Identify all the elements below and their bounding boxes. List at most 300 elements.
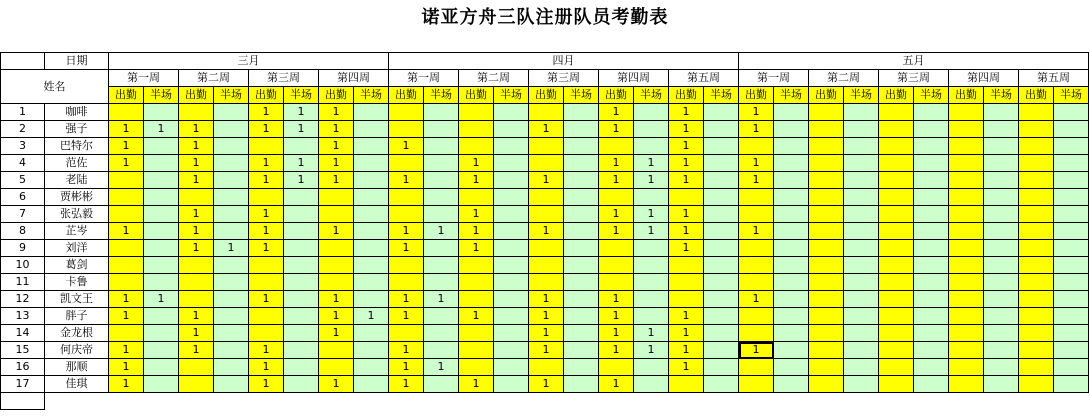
half-cell[interactable] — [1054, 308, 1089, 325]
attend-cell[interactable]: 1 — [249, 240, 284, 257]
attend-cell[interactable]: 1 — [109, 155, 144, 172]
attend-cell[interactable] — [809, 155, 844, 172]
half-cell[interactable] — [144, 104, 179, 121]
attend-cell[interactable] — [879, 223, 914, 240]
attend-cell[interactable]: 1 — [319, 325, 354, 342]
week-header[interactable]: 第一周 — [389, 70, 459, 87]
attend-cell[interactable] — [879, 257, 914, 274]
attend-cell[interactable]: 1 — [599, 223, 634, 240]
half-cell[interactable] — [494, 206, 529, 223]
attend-cell[interactable] — [1019, 359, 1054, 376]
half-cell[interactable] — [774, 155, 809, 172]
half-cell[interactable] — [844, 257, 879, 274]
attend-subheader[interactable]: 出勤 — [949, 87, 984, 104]
attend-cell[interactable]: 1 — [669, 308, 704, 325]
half-cell[interactable] — [774, 172, 809, 189]
attend-cell[interactable] — [669, 291, 704, 308]
attend-cell[interactable] — [1019, 155, 1054, 172]
attend-cell[interactable]: 1 — [739, 223, 774, 240]
half-cell[interactable]: 1 — [144, 121, 179, 138]
attend-cell[interactable] — [319, 359, 354, 376]
attend-cell[interactable] — [389, 121, 424, 138]
half-cell[interactable] — [914, 291, 949, 308]
week-header[interactable]: 第一周 — [739, 70, 809, 87]
attend-cell[interactable] — [179, 291, 214, 308]
half-cell[interactable]: 1 — [424, 359, 459, 376]
half-cell[interactable]: 1 — [634, 155, 669, 172]
attend-cell[interactable]: 1 — [109, 376, 144, 393]
half-cell[interactable] — [494, 189, 529, 206]
half-cell[interactable] — [984, 138, 1019, 155]
attend-cell[interactable] — [459, 342, 494, 359]
attend-cell[interactable] — [879, 138, 914, 155]
attend-cell[interactable] — [739, 206, 774, 223]
attend-cell[interactable] — [529, 155, 564, 172]
player-name[interactable]: 老陆 — [45, 172, 109, 189]
attend-cell[interactable]: 1 — [179, 240, 214, 257]
half-cell[interactable] — [914, 172, 949, 189]
row-number[interactable]: 14 — [1, 325, 45, 342]
half-cell[interactable] — [214, 291, 249, 308]
half-cell[interactable] — [704, 206, 739, 223]
attend-cell[interactable] — [599, 274, 634, 291]
attend-cell[interactable] — [879, 155, 914, 172]
row-number[interactable]: 9 — [1, 240, 45, 257]
player-name[interactable]: 葛剑 — [45, 257, 109, 274]
player-name[interactable]: 张弘毅 — [45, 206, 109, 223]
half-cell[interactable] — [844, 308, 879, 325]
attend-cell[interactable] — [879, 104, 914, 121]
attend-cell[interactable]: 1 — [109, 342, 144, 359]
attend-cell[interactable] — [109, 189, 144, 206]
player-name[interactable]: 那顺 — [45, 359, 109, 376]
attend-cell[interactable] — [459, 359, 494, 376]
attend-cell[interactable] — [809, 240, 844, 257]
half-cell[interactable] — [214, 223, 249, 240]
half-subheader[interactable]: 半场 — [984, 87, 1019, 104]
half-cell[interactable] — [424, 121, 459, 138]
attend-cell[interactable] — [459, 121, 494, 138]
half-cell[interactable] — [914, 376, 949, 393]
attend-cell[interactable] — [809, 325, 844, 342]
attend-cell[interactable]: 1 — [669, 121, 704, 138]
attend-cell[interactable]: 1 — [669, 240, 704, 257]
half-cell[interactable] — [984, 359, 1019, 376]
row-number[interactable]: 5 — [1, 172, 45, 189]
half-cell[interactable] — [214, 206, 249, 223]
attend-cell[interactable] — [459, 189, 494, 206]
half-cell[interactable] — [914, 206, 949, 223]
attend-cell[interactable]: 1 — [599, 291, 634, 308]
half-cell[interactable] — [984, 325, 1019, 342]
half-cell[interactable] — [354, 121, 389, 138]
attend-cell[interactable] — [389, 189, 424, 206]
half-subheader[interactable]: 半场 — [704, 87, 739, 104]
attend-cell[interactable] — [879, 376, 914, 393]
attend-cell[interactable]: 1 — [529, 291, 564, 308]
attend-cell[interactable] — [599, 189, 634, 206]
attend-cell[interactable] — [1019, 189, 1054, 206]
corner-cell[interactable] — [1, 53, 45, 70]
half-cell[interactable] — [704, 104, 739, 121]
player-name[interactable]: 卡鲁 — [45, 274, 109, 291]
attend-cell[interactable]: 1 — [669, 325, 704, 342]
half-cell[interactable] — [1054, 206, 1089, 223]
half-cell[interactable] — [354, 240, 389, 257]
half-cell[interactable] — [774, 240, 809, 257]
attend-cell[interactable] — [389, 206, 424, 223]
half-cell[interactable] — [1054, 342, 1089, 359]
attend-cell[interactable] — [809, 308, 844, 325]
half-cell[interactable] — [424, 376, 459, 393]
half-cell[interactable] — [284, 206, 319, 223]
attend-cell[interactable] — [739, 240, 774, 257]
attend-cell[interactable] — [739, 325, 774, 342]
player-name[interactable]: 何庆帝 — [45, 342, 109, 359]
attend-cell[interactable] — [809, 342, 844, 359]
half-cell[interactable] — [214, 325, 249, 342]
attend-cell[interactable]: 1 — [249, 223, 284, 240]
half-cell[interactable] — [1054, 155, 1089, 172]
half-cell[interactable] — [634, 257, 669, 274]
attend-cell[interactable]: 1 — [249, 206, 284, 223]
attend-cell[interactable] — [809, 104, 844, 121]
half-cell[interactable] — [1054, 104, 1089, 121]
half-cell[interactable] — [354, 325, 389, 342]
half-cell[interactable] — [704, 240, 739, 257]
half-cell[interactable] — [354, 223, 389, 240]
attend-cell[interactable]: 1 — [459, 206, 494, 223]
attend-cell[interactable] — [1019, 376, 1054, 393]
attend-cell[interactable] — [249, 325, 284, 342]
half-cell[interactable] — [494, 291, 529, 308]
half-cell[interactable] — [774, 325, 809, 342]
half-cell[interactable]: 1 — [634, 172, 669, 189]
attend-cell[interactable] — [1019, 325, 1054, 342]
attend-cell[interactable]: 1 — [599, 172, 634, 189]
attend-cell[interactable]: 1 — [389, 359, 424, 376]
attend-cell[interactable]: 1 — [669, 138, 704, 155]
half-cell[interactable] — [774, 257, 809, 274]
half-cell[interactable] — [564, 342, 599, 359]
half-cell[interactable] — [214, 274, 249, 291]
half-cell[interactable] — [144, 172, 179, 189]
half-cell[interactable] — [984, 291, 1019, 308]
half-cell[interactable] — [844, 359, 879, 376]
half-cell[interactable] — [844, 104, 879, 121]
attend-cell[interactable]: 1 — [389, 172, 424, 189]
attend-subheader[interactable]: 出勤 — [459, 87, 494, 104]
week-header[interactable]: 第二周 — [809, 70, 879, 87]
half-cell[interactable] — [844, 342, 879, 359]
attend-cell[interactable]: 1 — [739, 291, 774, 308]
half-cell[interactable] — [704, 274, 739, 291]
attend-cell[interactable] — [249, 257, 284, 274]
half-cell[interactable] — [424, 172, 459, 189]
half-cell[interactable] — [914, 342, 949, 359]
attend-subheader[interactable]: 出勤 — [739, 87, 774, 104]
attend-cell[interactable]: 1 — [599, 376, 634, 393]
half-cell[interactable] — [144, 376, 179, 393]
attend-cell[interactable]: 1 — [739, 104, 774, 121]
attend-cell[interactable] — [949, 104, 984, 121]
half-cell[interactable] — [984, 172, 1019, 189]
half-cell[interactable] — [494, 104, 529, 121]
attend-cell[interactable]: 1 — [319, 155, 354, 172]
attend-cell[interactable] — [179, 359, 214, 376]
half-cell[interactable] — [214, 155, 249, 172]
attend-cell[interactable]: 1 — [319, 291, 354, 308]
attend-cell[interactable] — [1019, 342, 1054, 359]
attend-cell[interactable] — [739, 189, 774, 206]
attend-cell[interactable] — [879, 206, 914, 223]
half-cell[interactable] — [424, 206, 459, 223]
half-cell[interactable] — [774, 206, 809, 223]
half-cell[interactable]: 1 — [284, 121, 319, 138]
half-subheader[interactable]: 半场 — [424, 87, 459, 104]
attend-cell[interactable]: 1 — [109, 138, 144, 155]
half-cell[interactable] — [494, 155, 529, 172]
half-cell[interactable] — [564, 223, 599, 240]
attend-cell[interactable] — [949, 325, 984, 342]
half-cell[interactable] — [984, 308, 1019, 325]
attend-cell[interactable]: 1 — [459, 376, 494, 393]
half-cell[interactable] — [494, 172, 529, 189]
attend-cell[interactable]: 1 — [319, 172, 354, 189]
half-cell[interactable] — [704, 376, 739, 393]
row-number[interactable]: 3 — [1, 138, 45, 155]
half-cell[interactable] — [774, 138, 809, 155]
attend-cell[interactable] — [529, 189, 564, 206]
player-name[interactable]: 咖啡 — [45, 104, 109, 121]
half-cell[interactable] — [984, 121, 1019, 138]
half-cell[interactable] — [354, 257, 389, 274]
half-cell[interactable] — [844, 240, 879, 257]
attend-subheader[interactable]: 出勤 — [879, 87, 914, 104]
attend-cell[interactable] — [879, 325, 914, 342]
half-cell[interactable] — [284, 138, 319, 155]
attend-cell[interactable]: 1 — [599, 104, 634, 121]
row-number[interactable]: 12 — [1, 291, 45, 308]
half-cell[interactable] — [704, 291, 739, 308]
half-cell[interactable] — [704, 121, 739, 138]
half-cell[interactable] — [354, 189, 389, 206]
attend-cell[interactable] — [669, 376, 704, 393]
half-cell[interactable] — [634, 189, 669, 206]
attend-cell[interactable] — [1019, 121, 1054, 138]
half-cell[interactable] — [564, 172, 599, 189]
half-cell[interactable] — [144, 189, 179, 206]
attend-cell[interactable] — [389, 274, 424, 291]
half-cell[interactable] — [284, 376, 319, 393]
attend-cell[interactable] — [809, 359, 844, 376]
attend-cell[interactable] — [739, 376, 774, 393]
attend-cell[interactable] — [249, 138, 284, 155]
half-cell[interactable] — [494, 376, 529, 393]
half-cell[interactable] — [914, 189, 949, 206]
half-cell[interactable] — [844, 223, 879, 240]
attend-subheader[interactable]: 出勤 — [599, 87, 634, 104]
half-cell[interactable] — [354, 274, 389, 291]
attend-cell[interactable]: 1 — [529, 172, 564, 189]
attend-cell[interactable]: 1 — [669, 223, 704, 240]
attend-cell[interactable] — [529, 206, 564, 223]
attend-cell[interactable] — [179, 376, 214, 393]
attend-cell[interactable]: 1 — [599, 206, 634, 223]
attend-cell[interactable] — [879, 189, 914, 206]
half-cell[interactable] — [144, 138, 179, 155]
week-header[interactable]: 第一周 — [109, 70, 179, 87]
half-cell[interactable]: 1 — [634, 223, 669, 240]
attend-cell[interactable]: 1 — [319, 308, 354, 325]
attend-cell[interactable] — [529, 257, 564, 274]
half-cell[interactable] — [494, 325, 529, 342]
half-cell[interactable] — [774, 274, 809, 291]
player-name[interactable]: 胖子 — [45, 308, 109, 325]
half-cell[interactable] — [354, 138, 389, 155]
week-header[interactable]: 第四周 — [949, 70, 1019, 87]
half-cell[interactable] — [1054, 325, 1089, 342]
attend-cell[interactable] — [599, 138, 634, 155]
attend-cell[interactable] — [179, 104, 214, 121]
attend-cell[interactable] — [949, 257, 984, 274]
half-cell[interactable] — [1054, 257, 1089, 274]
half-cell[interactable] — [214, 376, 249, 393]
attend-cell[interactable] — [879, 291, 914, 308]
half-subheader[interactable]: 半场 — [354, 87, 389, 104]
half-cell[interactable] — [564, 257, 599, 274]
half-cell[interactable] — [774, 121, 809, 138]
attend-cell[interactable] — [179, 274, 214, 291]
attend-cell[interactable] — [529, 138, 564, 155]
attend-cell[interactable] — [809, 189, 844, 206]
half-cell[interactable] — [844, 155, 879, 172]
attend-cell[interactable] — [809, 376, 844, 393]
half-cell[interactable] — [424, 257, 459, 274]
attend-cell[interactable] — [669, 257, 704, 274]
half-cell[interactable] — [634, 138, 669, 155]
half-cell[interactable] — [634, 121, 669, 138]
half-cell[interactable] — [1054, 376, 1089, 393]
half-subheader[interactable]: 半场 — [1054, 87, 1089, 104]
half-cell[interactable] — [354, 172, 389, 189]
attend-cell[interactable]: 1 — [599, 121, 634, 138]
half-cell[interactable] — [564, 189, 599, 206]
attend-cell[interactable]: 1 — [179, 155, 214, 172]
attend-cell[interactable] — [319, 342, 354, 359]
attend-cell[interactable]: 1 — [599, 325, 634, 342]
attend-cell[interactable]: 1 — [319, 121, 354, 138]
attend-cell[interactable] — [599, 359, 634, 376]
half-cell[interactable] — [914, 138, 949, 155]
attend-cell[interactable] — [1019, 274, 1054, 291]
half-cell[interactable] — [844, 376, 879, 393]
blank-cell[interactable] — [45, 393, 1089, 410]
half-cell[interactable] — [424, 308, 459, 325]
half-cell[interactable] — [284, 223, 319, 240]
half-cell[interactable] — [494, 359, 529, 376]
attend-subheader[interactable]: 出勤 — [529, 87, 564, 104]
attend-cell[interactable] — [1019, 291, 1054, 308]
attend-cell[interactable]: 1 — [249, 172, 284, 189]
attend-cell[interactable]: 1 — [319, 223, 354, 240]
half-cell[interactable] — [354, 206, 389, 223]
half-cell[interactable] — [424, 325, 459, 342]
half-cell[interactable] — [1054, 223, 1089, 240]
half-cell[interactable] — [284, 325, 319, 342]
half-cell[interactable] — [774, 376, 809, 393]
half-cell[interactable] — [914, 359, 949, 376]
half-cell[interactable] — [284, 359, 319, 376]
attend-cell[interactable]: 1 — [459, 223, 494, 240]
half-cell[interactable]: 1 — [284, 172, 319, 189]
attend-cell[interactable] — [1019, 104, 1054, 121]
half-cell[interactable] — [984, 206, 1019, 223]
attend-cell[interactable] — [179, 257, 214, 274]
half-cell[interactable] — [284, 342, 319, 359]
row-number[interactable]: 10 — [1, 257, 45, 274]
attend-cell[interactable] — [1019, 257, 1054, 274]
attend-cell[interactable] — [319, 257, 354, 274]
half-cell[interactable] — [564, 274, 599, 291]
attend-cell[interactable]: 1 — [179, 138, 214, 155]
month-header[interactable]: 五月 — [739, 53, 1089, 70]
attend-cell[interactable]: 1 — [319, 138, 354, 155]
attend-cell[interactable] — [879, 121, 914, 138]
half-cell[interactable] — [774, 359, 809, 376]
attend-cell[interactable] — [809, 138, 844, 155]
attend-cell[interactable] — [739, 308, 774, 325]
half-cell[interactable]: 1 — [284, 155, 319, 172]
attend-cell[interactable]: 1 — [669, 172, 704, 189]
half-subheader[interactable]: 半场 — [774, 87, 809, 104]
attend-cell[interactable]: 1 — [179, 172, 214, 189]
half-cell[interactable] — [424, 274, 459, 291]
attend-cell[interactable] — [879, 359, 914, 376]
attend-cell[interactable]: 1 — [599, 308, 634, 325]
half-cell[interactable] — [564, 121, 599, 138]
half-cell[interactable] — [214, 359, 249, 376]
half-cell[interactable] — [494, 342, 529, 359]
attend-cell[interactable] — [949, 291, 984, 308]
half-cell[interactable] — [564, 359, 599, 376]
attend-cell[interactable]: 1 — [669, 206, 704, 223]
attend-cell[interactable] — [109, 325, 144, 342]
attend-cell[interactable] — [879, 240, 914, 257]
half-cell[interactable] — [284, 291, 319, 308]
half-cell[interactable] — [914, 104, 949, 121]
half-cell[interactable] — [494, 308, 529, 325]
half-cell[interactable] — [144, 325, 179, 342]
half-cell[interactable] — [214, 257, 249, 274]
attend-cell[interactable]: 1 — [529, 223, 564, 240]
attend-cell[interactable] — [809, 257, 844, 274]
attend-cell[interactable] — [949, 172, 984, 189]
attend-cell[interactable] — [739, 138, 774, 155]
attend-subheader[interactable]: 出勤 — [389, 87, 424, 104]
row-number[interactable]: 7 — [1, 206, 45, 223]
attend-cell[interactable] — [319, 206, 354, 223]
half-cell[interactable] — [1054, 138, 1089, 155]
attend-cell[interactable]: 1 — [179, 121, 214, 138]
attend-cell[interactable] — [109, 257, 144, 274]
half-cell[interactable] — [634, 376, 669, 393]
attend-subheader[interactable]: 出勤 — [319, 87, 354, 104]
week-header[interactable]: 第四周 — [599, 70, 669, 87]
attend-cell[interactable]: 1 — [669, 342, 704, 359]
date-label[interactable]: 日期 — [45, 53, 109, 70]
half-subheader[interactable]: 半场 — [214, 87, 249, 104]
